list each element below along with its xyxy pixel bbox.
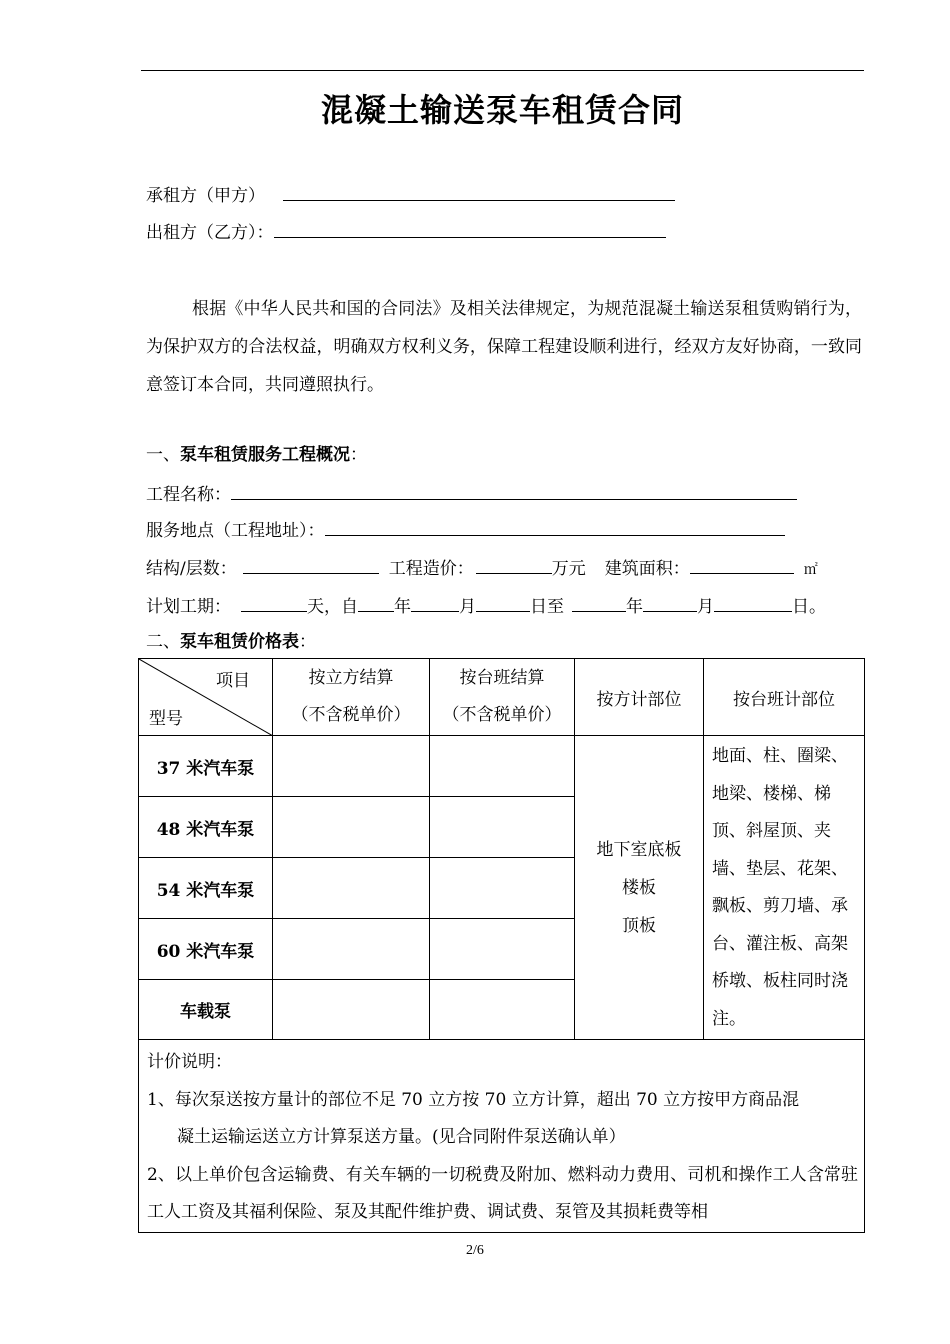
header-volume: 按立方结算 （不含税单价） bbox=[273, 659, 430, 736]
duration-blank[interactable] bbox=[241, 593, 307, 612]
header-item-label: 项目 bbox=[216, 671, 250, 691]
structure-line bbox=[146, 555, 818, 582]
lessee-label: 承租方（甲方） bbox=[146, 186, 265, 206]
start-year-blank[interactable] bbox=[358, 593, 394, 612]
structure-label: 结构/层数： bbox=[146, 559, 237, 579]
section2-heading: 二、泵车租赁价格表： bbox=[146, 632, 316, 652]
cost-label: 工程造价： bbox=[388, 559, 474, 579]
price-volume-truck[interactable] bbox=[273, 980, 430, 1040]
section1-heading: 一、泵车租赁服务工程概况： bbox=[146, 445, 367, 465]
pricing-notes bbox=[139, 1040, 865, 1233]
schedule-line: 计划工期： 天，自 年 月 日至 年 月 日。 bbox=[146, 593, 826, 619]
service-location-blank[interactable] bbox=[325, 517, 785, 536]
price-shift-truck[interactable] bbox=[430, 980, 575, 1040]
model-48m: 48 米汽车泵 bbox=[139, 797, 273, 858]
intro-text: 根据《中华人民共和国的合同法》及相关法律规定，为规范混凝土输送泵租赁购销行为，为保护双方的合法权益，明确双方权利义务，保障工程建设顺利进行，经双方友好协商，一致同意签订本合同，共同遵照执行。 bbox=[146, 299, 862, 395]
note-1b: 凝土运输运送立方计算泵送方量。(见合同附件泵送确认单） bbox=[177, 1127, 626, 1147]
price-shift-60m[interactable] bbox=[430, 919, 575, 980]
document-title: 混凝土输送泵车租赁合同 bbox=[320, 91, 684, 129]
model-54m: 54 米汽车泵 bbox=[139, 858, 273, 919]
price-volume-54m[interactable] bbox=[273, 858, 430, 919]
end-year-blank[interactable] bbox=[572, 593, 626, 612]
area-blank[interactable] bbox=[690, 555, 794, 574]
model-truck-pump: 车载泵 bbox=[139, 980, 273, 1040]
cost-blank[interactable] bbox=[476, 555, 552, 574]
cost-unit: 万元 bbox=[551, 559, 586, 579]
service-location-line bbox=[146, 517, 785, 543]
schedule-label: 计划工期： bbox=[146, 597, 231, 617]
header-volume-parts: 按方计部位 bbox=[575, 659, 704, 736]
price-shift-54m[interactable] bbox=[430, 858, 575, 919]
notes-title: 计价说明： bbox=[147, 1052, 232, 1072]
price-volume-37m[interactable] bbox=[273, 736, 430, 797]
price-table bbox=[138, 658, 865, 1233]
lessor-blank[interactable] bbox=[274, 219, 666, 238]
project-name-label: 工程名称： bbox=[146, 485, 231, 505]
price-shift-48m[interactable] bbox=[430, 797, 575, 858]
price-volume-60m[interactable] bbox=[273, 919, 430, 980]
note-1a: 1、每次泵送按方量计的部位不足 70 立方按 70 立方计算，超出 70 立方按甲方商品混 bbox=[147, 1089, 800, 1110]
structure-blank[interactable] bbox=[243, 555, 379, 574]
header-shift: 按台班结算 （不含税单价） bbox=[430, 659, 575, 736]
lessee-line bbox=[146, 182, 675, 208]
header-model-label: 型号 bbox=[149, 709, 183, 729]
volume-parts-cell: 地下室底板 楼板 顶板 bbox=[575, 736, 704, 1040]
service-location-label: 服务地点（工程地址）： bbox=[146, 521, 325, 541]
model-60m: 60 米汽车泵 bbox=[139, 919, 273, 980]
model-37m: 37 米汽车泵 bbox=[139, 736, 273, 797]
start-month-blank[interactable] bbox=[411, 593, 459, 612]
header-rule bbox=[141, 70, 864, 71]
header-shift-parts: 按台班计部位 bbox=[704, 659, 865, 736]
project-name-line bbox=[146, 481, 797, 507]
price-shift-37m[interactable] bbox=[430, 736, 575, 797]
lessor-label: 出租方（乙方）： bbox=[146, 223, 274, 243]
area-unit: ㎡ bbox=[803, 562, 818, 578]
lessor-line bbox=[146, 219, 666, 245]
price-volume-48m[interactable] bbox=[273, 797, 430, 858]
area-label: 建筑面积： bbox=[604, 559, 690, 579]
header-diagonal-cell bbox=[139, 659, 273, 736]
start-day-blank[interactable] bbox=[476, 593, 530, 612]
lessee-blank[interactable] bbox=[283, 182, 675, 201]
end-day-blank[interactable] bbox=[714, 593, 792, 612]
end-month-blank[interactable] bbox=[643, 593, 697, 612]
page-number: 2/6 bbox=[466, 1243, 484, 1258]
project-name-blank[interactable] bbox=[231, 481, 797, 500]
note-2: 2、以上单价包含运输费、有关车辆的一切税费及附加、燃料动力费用、司机和操作工人含常驻工人工资及其福利保险、泵及其配件维护费、调试费、泵管及其损耗费等相 bbox=[147, 1164, 858, 1222]
shift-parts-cell: 地面、柱、圈梁、地梁、楼梯、梯顶、斜屋顶、夹墙、垫层、花架、飘板、剪刀墙、承台、灌注板、高架桥墩、板柱同时浇注。 bbox=[704, 736, 865, 1040]
intro-paragraph bbox=[146, 290, 862, 404]
